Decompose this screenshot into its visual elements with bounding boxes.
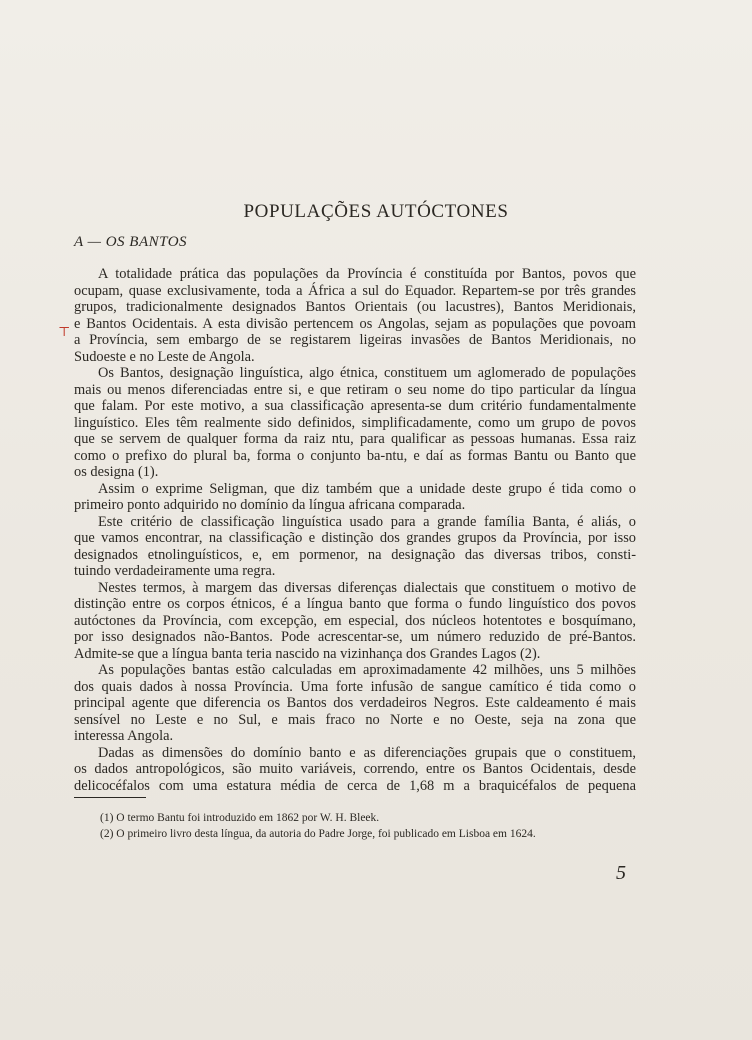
text-line: linguístico. Eles têm realmente sido definidos, simplificadamente, como um grupo de povos bbox=[74, 414, 636, 431]
text-line: que vamos encontrar, na classificação e distinção dos grandes grupos da Província, por isso bbox=[74, 530, 636, 546]
text-line: designados etnolinguísticos, e, em pormenor, na designação das diversas tribos, consti- bbox=[74, 546, 636, 563]
text-line: como o prefixo do plural ba, forma o conjunto ba-ntu, e daí as formas Bantu ou Banto que bbox=[74, 447, 636, 464]
text-line: Dadas as dimensões do domínio banto e as diferenciações grupais que o constituem, bbox=[98, 744, 636, 761]
text-line: por isso designados não-Bantos. Pode acrescentar-se, um número reduzido de pré-Bantos. bbox=[74, 629, 636, 645]
text-line: interessa Angola. bbox=[74, 728, 174, 744]
page-number: 5 bbox=[616, 862, 626, 884]
text-line: que se servem de qualquer forma da raiz ntu, para qualificar as pessoas humanas. Essa raiz bbox=[74, 431, 636, 447]
text-line: As populações bantas estão calculadas em aproximadamente 42 milhões, uns 5 milhões bbox=[98, 662, 636, 678]
text-line: grupos, tradicionalmente designados Bantos Orientais (ou lacustres), Bantos Meridionais, bbox=[74, 299, 636, 315]
text-line: dos quais dados à nossa Província. Uma forte infusão de sangue camítico é tida como o bbox=[74, 678, 636, 695]
text-line: distinção entre os corpos étnicos, é a língua banto que forma o fundo linguístico dos povos bbox=[74, 596, 636, 612]
text-line: Este critério de classificação linguística usado para a grande família Banta, é aliás, o bbox=[98, 513, 636, 530]
text-line: mais ou menos diferenciadas entre si, e que retiram o seu nome do tipo particular da língua bbox=[74, 381, 636, 398]
body-text bbox=[74, 266, 636, 794]
margin-annotation-mark: ⊤ bbox=[58, 324, 71, 339]
footnote-divider bbox=[74, 797, 146, 798]
page-title: POPULAÇÕES AUTÓCTONES bbox=[243, 201, 509, 222]
text-line: principal agente que diferencia os Bantos dos verdadeiros Negros. Este caldeamento é mais bbox=[74, 695, 636, 711]
text-line: a Província, sem embargo de se registarem ligeiras invasões de Bantos Meridionais, no bbox=[74, 332, 636, 348]
section-heading-text: A — OS BANTOS bbox=[74, 234, 188, 250]
text-line: os dados antropológicos, são muito variáveis, correndo, entre os Bantos Ocidentais, desde bbox=[74, 761, 636, 777]
text-line: A totalidade prática das populações da Província é constituída por Bantos, povos que bbox=[98, 266, 636, 282]
text-line: os designa (1). bbox=[74, 464, 159, 480]
text-line: Admite-se que a língua banta teria nascido na vizinhança dos Grandes Lagos (2). bbox=[74, 645, 541, 662]
footnotes bbox=[100, 810, 637, 842]
text-line: ocupam, quase exclusivamente, toda a África a sul do Equador. Repartem-se por três grandes bbox=[74, 282, 636, 299]
footnote: (1) O termo Bantu foi introduzido em 1862 por W. H. Bleek. bbox=[100, 812, 380, 824]
text-line: que falam. Por este motivo, a sua classificação apresenta-se dum critério fundamentalmente bbox=[74, 398, 636, 414]
footnote: (2) O primeiro livro desta língua, da autoria do Padre Jorge, foi publicado em Lisboa em 1624. bbox=[100, 828, 536, 840]
text-line: e Bantos Ocidentais. A esta divisão pertencem os Angolas, sejam as populações que povoam bbox=[74, 315, 636, 332]
text-line: Nestes termos, à margem das diversas diferenças dialectais que constituem o motivo de bbox=[98, 579, 636, 596]
text-line: Assim o exprime Seligman, que diz também que a unidade deste grupo é tida como o bbox=[98, 480, 636, 497]
text-line: autóctones da Província, com excepção, em especial, dos núcleos hotentotes e bosquímano, bbox=[74, 612, 636, 629]
text-line: Os Bantos, designação linguística, algo étnica, constituem um aglomerado de populações bbox=[98, 365, 636, 381]
text-line: Sudoeste e no Leste de Angola. bbox=[74, 348, 255, 365]
text-line: tuindo verdadeiramente uma regra. bbox=[74, 563, 276, 579]
text-line: sensível no Leste e no Sul, e mais fraco no Norte e no Oeste, seja na zona que bbox=[74, 711, 636, 728]
text-line: primeiro ponto adquirido no domínio da língua africana comparada. bbox=[74, 497, 466, 513]
text-line: delicocéfalos com uma estatura média de cerca de 1,68 m a braquicéfalos de pequena bbox=[74, 777, 636, 794]
section-heading bbox=[74, 234, 187, 251]
